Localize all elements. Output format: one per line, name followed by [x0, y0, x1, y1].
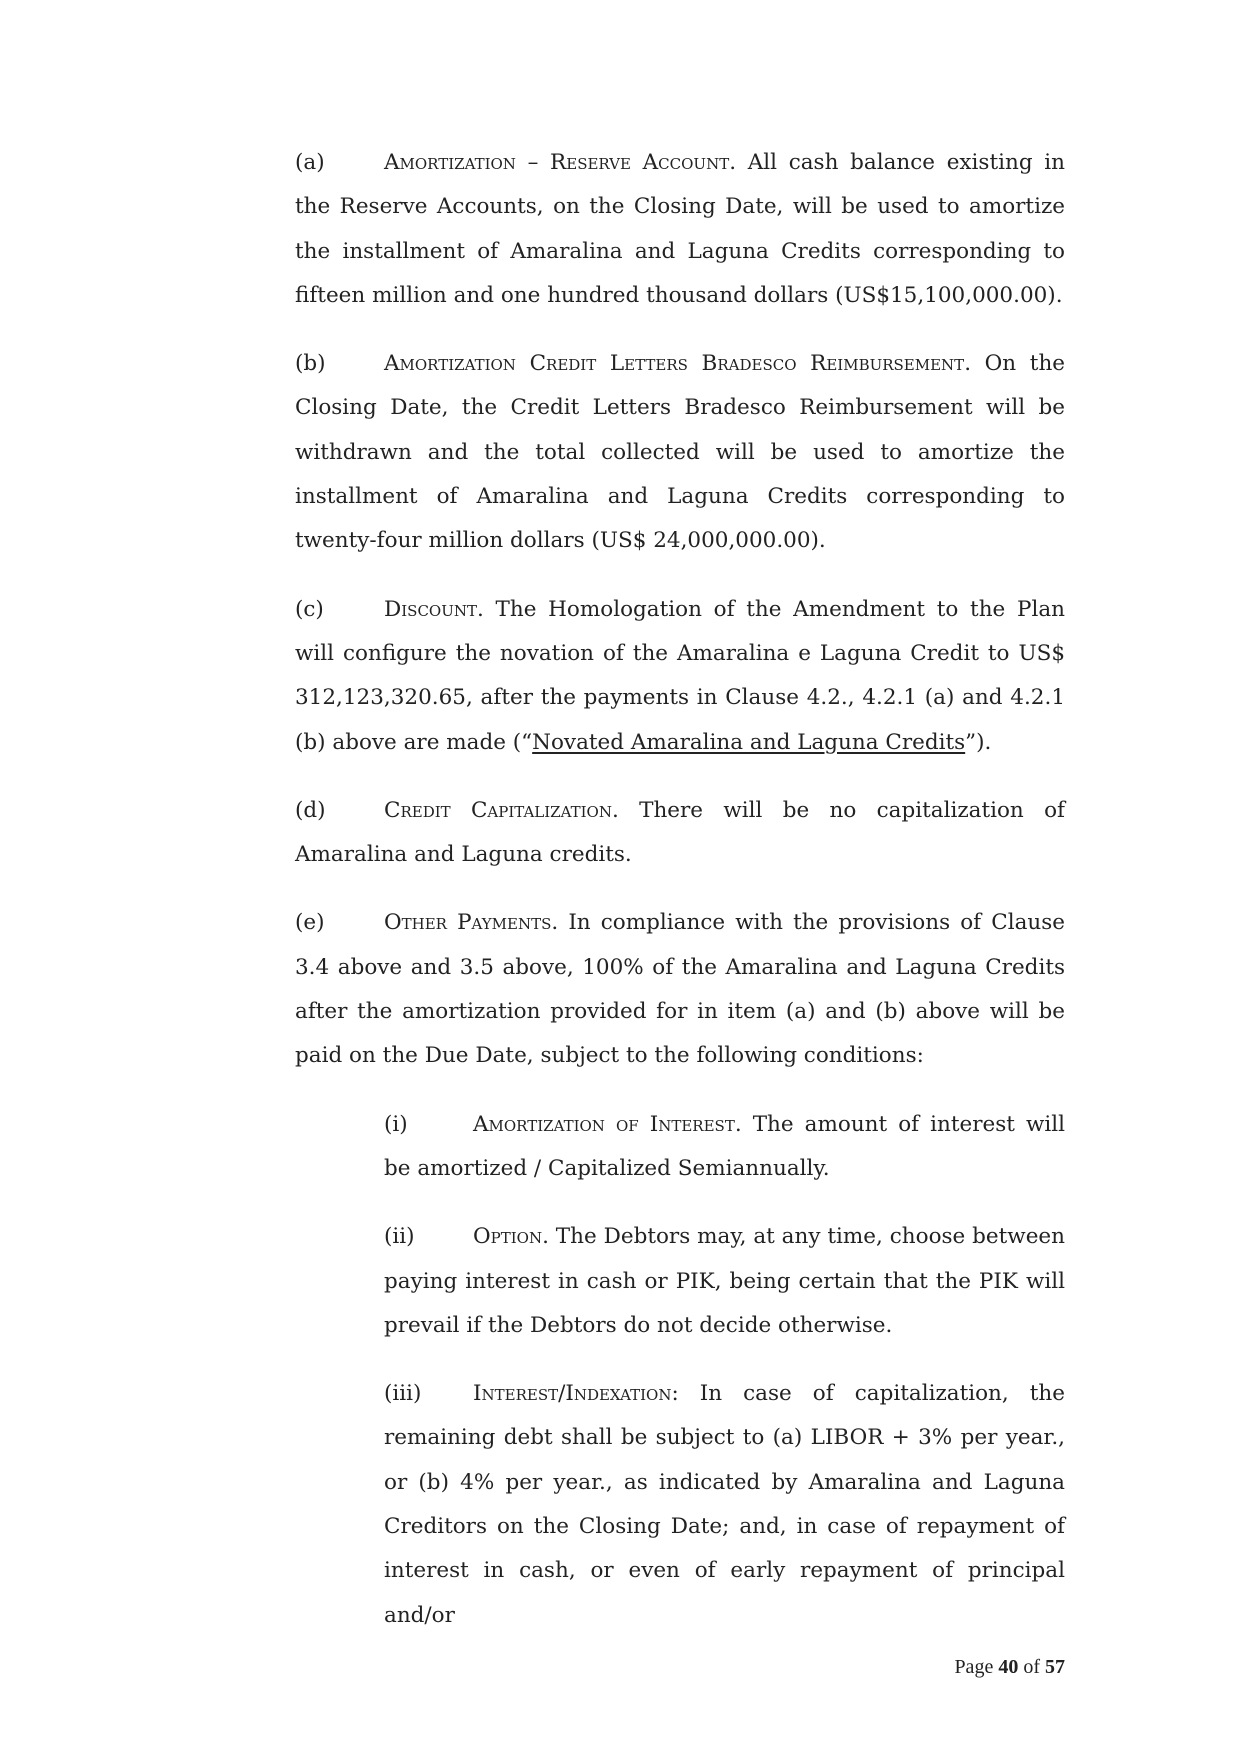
paragraph-label: (ii) — [384, 1224, 415, 1250]
paragraph-d — [295, 789, 1065, 878]
paragraph-text-end: ”). — [965, 729, 992, 755]
subparagraph-iii — [384, 1372, 1065, 1638]
paragraph-label: (i) — [384, 1111, 408, 1137]
paragraph-heading: Amortization – Reserve Account — [384, 150, 730, 175]
paragraph-b — [295, 342, 1065, 563]
paragraph-heading: Amortization Credit Letters Bradesco Reimbursement — [384, 351, 965, 377]
paragraph-text: . On the Closing Date, the Credit Letters Bradesco Reimbursement will be withdrawn and the total collected will be used to amortize the installment of Amaralina and Laguna Credits corresponding to twenty-four million dollars (US$ 24,000,000.00). — [295, 351, 1066, 554]
paragraph-a — [295, 141, 1065, 318]
paragraph-e — [295, 901, 1065, 1078]
paragraph-heading: Credit Capitalization — [384, 797, 612, 823]
paragraph-c — [295, 588, 1065, 765]
subparagraph-ii — [384, 1215, 1065, 1348]
paragraph-label: (iii) — [384, 1381, 422, 1407]
paragraph-label: (d) — [295, 797, 326, 823]
paragraph-text: . All cash balance existing in the Reserve Accounts, on the Closing Date, will be used to amortize the installment of Amaralina and Laguna Credits corresponding to fifteen million and one hundred thousand dollars (US$15,100,000.00). — [295, 150, 1065, 308]
paragraph-label: (b) — [295, 351, 326, 377]
paragraph-label: (c) — [295, 596, 324, 622]
paragraph-label: (a) — [295, 150, 325, 175]
paragraph-heading: Other Payments — [384, 910, 552, 936]
subparagraph-i — [384, 1103, 1065, 1192]
paragraph-heading: Amortization of Interest — [473, 1111, 735, 1137]
paragraph-label: (e) — [295, 910, 325, 936]
paragraph-heading: Discount — [384, 596, 477, 622]
paragraph-text: : In case of capitalization, the remaining debt shall be subject to (a) LIBOR + 3% per year., or (b) 4% per year., as indicated by Amaralina and Laguna Creditors on the Closing Date; and, in case of repayment of interest in cash, or even of early repayment of principal and/or — [384, 1381, 1065, 1628]
paragraph-heading: Option — [473, 1224, 543, 1250]
paragraph-heading: Interest/Indexation — [473, 1381, 672, 1407]
paragraph-text: . There will be no capitalization of Amaralina and Laguna credits. — [295, 797, 1065, 868]
paragraph-text: . In compliance with the provisions of Clause 3.4 above and 3.5 above, 100% of the Amaralina and Laguna Credits after the amortization provided for in item (a) and (b) above will be paid on the Due Date, subject to the following conditions: — [295, 910, 1065, 1069]
page-number-separator: of — [1018, 1656, 1045, 1678]
page-number-current: 40 — [998, 1656, 1019, 1678]
page-number-prefix: Page — [954, 1656, 999, 1678]
page-number — [954, 1656, 1065, 1679]
page-number-total: 57 — [1045, 1656, 1065, 1678]
defined-term: Novated Amaralina and Laguna Credits — [532, 729, 966, 755]
paragraph-text: . The Debtors may, at any time, choose between paying interest in cash or PIK, being certain that the PIK will prevail if the Debtors do not decide otherwise. — [384, 1224, 1065, 1338]
page-content — [295, 141, 1065, 1662]
paragraph-text: . The Homologation of the Amendment to the Plan will configure the novation of the Amaralina e Laguna Credit to US$ 312,123,320.65, after the payments in Clause 4.2., 4.2.1 (a) and 4.2.1 (b) above are made (“ — [295, 596, 1065, 755]
paragraph-text: . The amount of interest will be amortized / Capitalized Semiannually. — [384, 1111, 1065, 1181]
